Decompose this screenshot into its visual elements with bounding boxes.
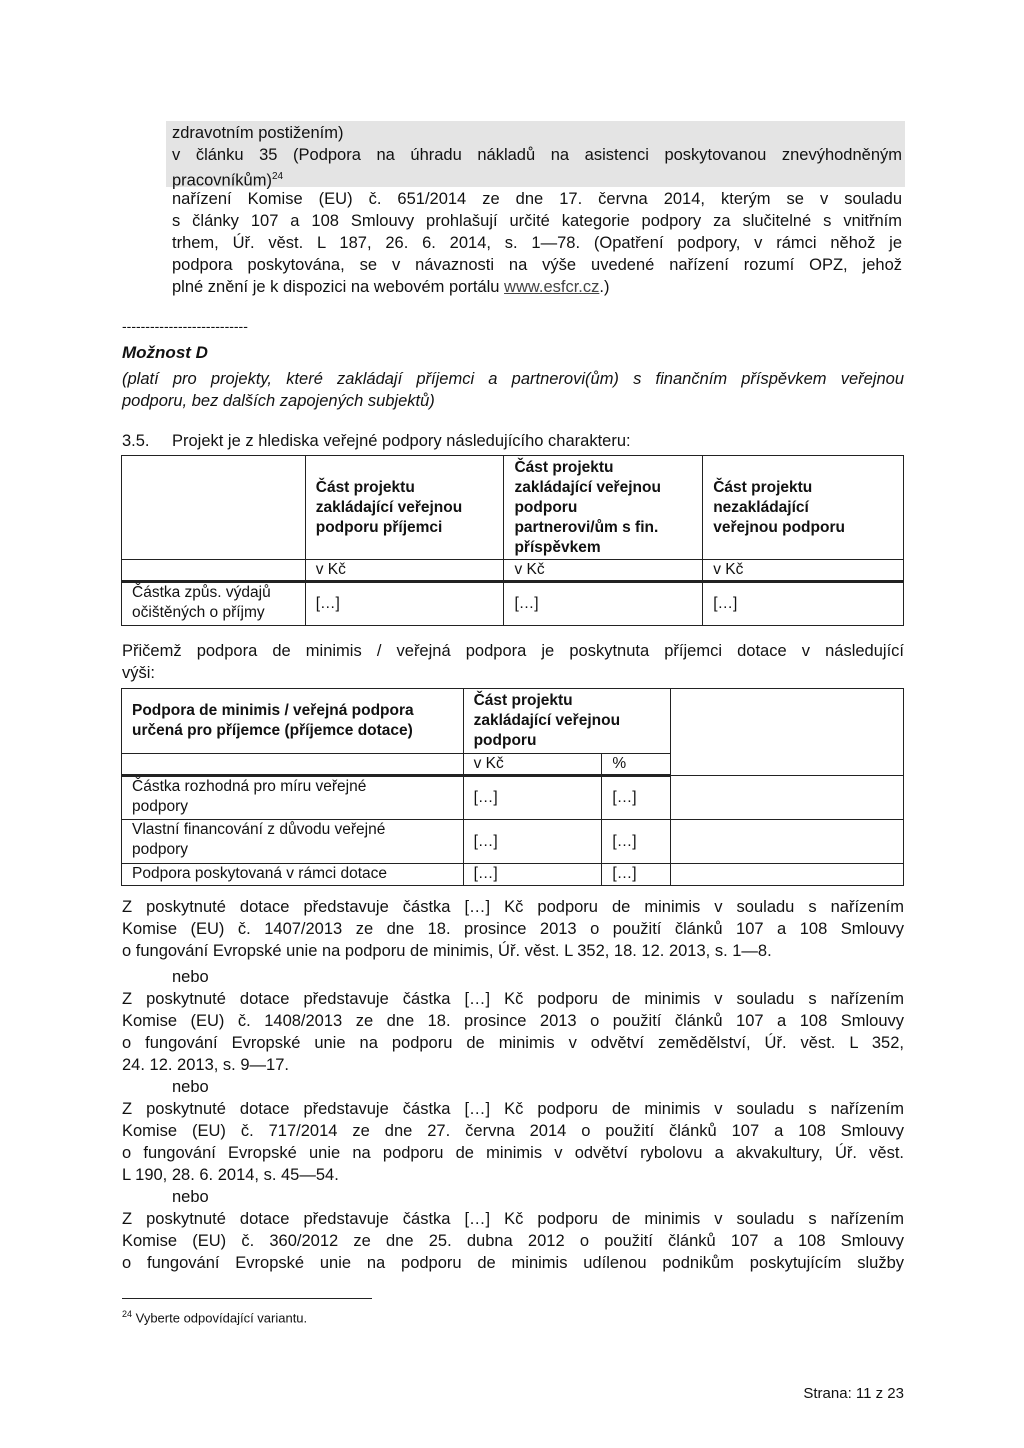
t2r2-empty <box>671 820 904 864</box>
t2r2-label <box>122 820 464 864</box>
table1-header-row <box>122 456 904 560</box>
t2r3-label: Podpora poskytovaná v rámci dotace <box>122 864 464 886</box>
page-number: Strana: 11 z 23 <box>803 1385 904 1402</box>
option-desc-line-1: (platí pro projekty, které zakládají příjemci a partnerovi(ům) s finančním příspěvkem veřejnou <box>122 370 904 388</box>
t2r3-czk: […] <box>463 864 602 886</box>
t2h-line2: zakládající veřejnou <box>473 712 621 729</box>
t1h3-line1: Část projektu <box>713 478 813 496</box>
t1-label-line1: Částka způs. výdajů <box>132 584 271 601</box>
table1-header-3 <box>703 456 904 560</box>
table2-header-row <box>122 689 904 754</box>
top-para-line-5-suffix: .) <box>599 278 610 296</box>
table1-unit-row <box>122 560 904 582</box>
t2r2-pct: […] <box>602 820 671 864</box>
separator: --------------------------- <box>122 318 248 334</box>
footnote-text: Vyberte odpovídající variantu. <box>135 1310 308 1326</box>
t2r3-pct: […] <box>602 864 671 886</box>
block1-line-1: Z poskytnuté dotace představuje částka […] Kč podporu de minimis v souladu s nařízením <box>122 898 904 916</box>
block4-line-3: o fungování Evropské unie na podporu de minimis udílenou podnikům poskytujícím služby <box>122 1254 904 1272</box>
footnote-ref[interactable]: 24 <box>271 171 284 182</box>
nebo-2: nebo <box>172 1078 209 1096</box>
block3-line-1: Z poskytnuté dotace představuje částka […] Kč podporu de minimis v souladu s nařízením <box>122 1100 904 1118</box>
table1-corner <box>122 456 306 560</box>
table2-row-1 <box>122 776 904 820</box>
t2r1-pct: […] <box>602 776 671 820</box>
table1-unit-3: v Kč <box>703 560 904 582</box>
block4-line-1: Z poskytnuté dotace představuje částka […] Kč podporu de minimis v souladu s nařízením <box>122 1210 904 1228</box>
t1h2-line5: příspěvkem <box>514 538 601 556</box>
t2r3-empty <box>671 864 904 886</box>
t1h1-line1: Část projektu <box>315 478 415 496</box>
top-para-line-4: podpora poskytována, se v návaznosti na výše uvedené nařízení rozumí OPZ, jehož <box>172 256 902 274</box>
block2-line-2: Komise (EU) č. 1408/2013 ze dne 18. prosince 2013 o použití článků 107 a 108 Smlouvy <box>122 1012 904 1030</box>
footnote-number: 24 <box>122 1309 133 1319</box>
grey-line-1: zdravotním postižením) <box>172 124 344 142</box>
table2-empty-col <box>671 689 904 776</box>
block3-line-2: Komise (EU) č. 717/2014 ze dne 27. června 2014 o použití článků 107 a 108 Smlouvy <box>122 1122 904 1140</box>
table1-value-2: […] <box>504 582 703 626</box>
block2-line-3: o fungování Evropské unie na podporu de minimis v odvětví zemědělství, Úř. věst. L 352, <box>122 1034 904 1052</box>
t1h2-line2: zakládající veřejnou <box>514 478 661 496</box>
t1h2-line4: partnerovi/ům s fin. <box>514 518 659 536</box>
table1-data-row <box>122 582 904 626</box>
t2r1-czk: […] <box>463 776 602 820</box>
table1-value-3: […] <box>703 582 904 626</box>
table1-value-1: […] <box>305 582 504 626</box>
table2-corner <box>122 689 464 754</box>
top-para-line-5-prefix: plné znění je k dispozici na webovém portálu <box>172 278 505 296</box>
block3-line-4: L 190, 28. 6. 2014, s. 45—54. <box>122 1166 339 1184</box>
section-text: Projekt je z hlediska veřejné podpory následujícího charakteru: <box>172 432 631 450</box>
grey-line-3-text: pracovníkům) <box>172 171 272 190</box>
t1-label-line2: očištěných o příjmy <box>132 604 265 621</box>
top-para-line-3: trhem, Úř. věst. L 187, 26. 6. 2014, s. 1—78. (Opatření podpory, v rámci něhož je <box>172 234 902 252</box>
table1-unit-2: v Kč <box>504 560 703 582</box>
t2h-line3: podporu <box>473 732 537 749</box>
t1h1-line3: podporu příjemci <box>315 518 443 536</box>
block3-line-3: o fungování Evropské unie na podporu de minimis v odvětví rybolovu a akvakultury, Úř. věst. <box>122 1144 904 1162</box>
block1-line-2: Komise (EU) č. 1407/2013 ze dne 18. prosince 2013 o použití článků 107 a 108 Smlouvy <box>122 920 904 938</box>
block2-line-4: 24. 12. 2013, s. 9—17. <box>122 1056 289 1074</box>
t1h2-line1: Část projektu <box>514 458 614 476</box>
top-para-line-5 <box>172 276 609 298</box>
t2-corner-line2: určená pro příjemce (příjemce dotace) <box>132 722 413 739</box>
grey-line-2: v článku 35 (Podpora na úhradu nákladů na asistenci poskytovanou znevýhodněným <box>172 146 902 164</box>
t2h-line1: Část projektu <box>473 692 573 709</box>
table2-header <box>463 689 671 754</box>
t2r1-label-line2: podpory <box>132 798 189 815</box>
t2r2-label-line1: Vlastní financování z důvodu veřejné <box>132 821 386 838</box>
table1-unit-1: v Kč <box>305 560 504 582</box>
footnote <box>122 1306 307 1326</box>
table2-row-2 <box>122 820 904 864</box>
option-heading: Možnost D <box>122 343 208 362</box>
t1h3-line3: veřejnou podporu <box>713 518 845 536</box>
block1-line-3: o fungování Evropské unie na podporu de minimis, Úř. věst. L 352, 18. 12. 2013, s. 1—8. <box>122 942 772 960</box>
t2r1-label <box>122 776 464 820</box>
option-desc-line-2: podporu, bez dalších zapojených subjektů) <box>122 392 435 410</box>
t2r2-label-line2: podpory <box>132 841 189 858</box>
table1-unit-empty <box>122 560 306 582</box>
top-para-line-1: nařízení Komise (EU) č. 651/2014 ze dne 17. června 2014, kterým se v souladu <box>172 190 902 208</box>
block4-line-2: Komise (EU) č. 360/2012 ze dne 25. dubna 2012 o použití článků 107 a 108 Smlouvy <box>122 1232 904 1250</box>
t2-corner-line1: Podpora de minimis / veřejná podpora <box>132 702 414 719</box>
table2-unit-czk: v Kč <box>463 754 602 776</box>
t1h2-line3: podporu <box>514 498 578 516</box>
para2-line-1: Přičemž podpora de minimis / veřejná podpora je poskytnuta příjemci dotace v následující <box>122 642 904 660</box>
t2r2-czk: […] <box>463 820 602 864</box>
table2-unit-empty <box>122 754 464 776</box>
table2-unit-pct: % <box>602 754 671 776</box>
table1-header-2 <box>504 456 703 560</box>
table-de-minimis <box>121 688 904 886</box>
para2-line-2: výši: <box>122 664 155 682</box>
table1-header-1 <box>305 456 504 560</box>
table1-row-label <box>122 582 306 626</box>
t1h3-line2: nezakládající <box>713 498 809 516</box>
t2r1-label-line1: Částka rozhodná pro míru veřejné <box>132 778 367 795</box>
t1h1-line2: zakládající veřejnou <box>315 498 463 516</box>
table-public-support-character <box>121 455 904 626</box>
nebo-1: nebo <box>172 968 209 986</box>
esfcr-link[interactable]: www.esfcr.cz <box>504 278 600 296</box>
t2r1-empty <box>671 776 904 820</box>
top-para-line-2: s články 107 a 108 Smlouvy prohlašují určité kategorie podpory za slučitelné s vnitřním <box>172 212 902 230</box>
nebo-3: nebo <box>172 1188 209 1206</box>
block2-line-1: Z poskytnuté dotace představuje částka […] Kč podporu de minimis v souladu s nařízením <box>122 990 904 1008</box>
table2-row-3 <box>122 864 904 886</box>
section-number: 3.5. <box>122 432 150 450</box>
footnote-divider <box>122 1298 372 1299</box>
